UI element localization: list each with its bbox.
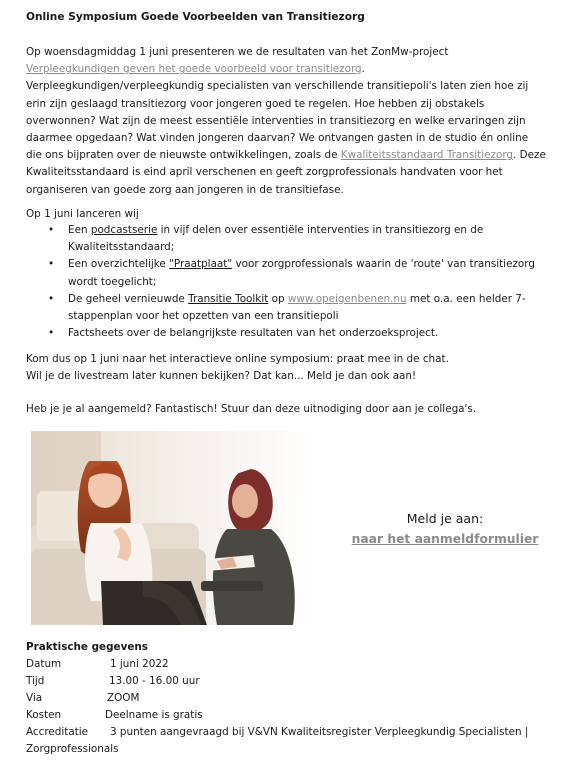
opeigenbenen-link[interactable]: www.opeigenbenen.nu — [287, 292, 407, 305]
launch-intro: Op 1 juni lanceren wij — [26, 208, 139, 220]
list-item: • Factsheets over de belangrijkste resultaten van het onderzoeksproject. — [26, 325, 556, 342]
event-photo — [31, 431, 318, 625]
practical-value: 1 juni 2022 — [110, 658, 169, 670]
intro-line: overwonnen? Wat zijn de meest essentiële interventies in transitiezorg en welke ervaringen zijn — [26, 114, 526, 127]
practical-title: Praktische gegevens — [26, 641, 148, 653]
practical-row — [26, 724, 528, 741]
podcastserie-link[interactable]: podcastserie — [90, 224, 158, 236]
practical-row-continued: Zorgprofessionals — [26, 743, 119, 755]
praatplaat-link[interactable]: "Praatplaat" — [169, 258, 233, 271]
forward-invitation-text: Heb je je al aangemeld? Fantastisch! Stuur dan deze uitnodiging door aan je collega's. — [26, 403, 477, 415]
closing-paragraph — [26, 351, 556, 385]
practical-value: 3 punten aangevraagd bij V&VN Kwaliteitsregister Verpleegkundig Specialisten | — [110, 726, 529, 738]
intro-line: Kwaliteitsstandaard is eind april verschenen en geeft zorgprofessionals handvaten voor het — [26, 166, 503, 179]
intro-line: Verpleegkundigen/verpleegkundig specialisten van verschillende transitiepoli's laten zien hoe zij — [26, 80, 529, 93]
practical-row — [26, 673, 200, 690]
list-item: • Een overzichtelijke "Praatplaat" voor zorgprofessionals waarin de 'route' van transitiezorg wordt toegelicht; — [48, 258, 535, 288]
document-title: Online Symposium Goede Voorbeelden van Transitiezorg — [26, 11, 365, 23]
list-item: • Een podcastserie in vijf delen over essentiële interventies in transitiezorg en de Kwaliteitsstandaard; — [48, 224, 484, 254]
practical-label: Via — [26, 692, 43, 704]
bullet-icon: • — [48, 327, 55, 340]
registration-form-link[interactable]: naar het aanmeldformulier — [351, 532, 539, 546]
practical-row — [26, 707, 203, 724]
practical-row — [26, 656, 169, 673]
closing-line: Kom dus op 1 juni naar het interactieve online symposium: praat mee in de chat. — [26, 353, 449, 365]
practical-value: 13.00 - 16.00 uur — [109, 675, 200, 687]
registration-cta — [345, 511, 545, 546]
intro-paragraph — [26, 44, 556, 199]
kwaliteitsstandaard-link[interactable]: Kwaliteitsstandaard Transitiezorg — [340, 149, 514, 162]
launch-list — [26, 222, 556, 342]
practical-label: Tijd — [26, 675, 45, 687]
practical-row — [26, 690, 139, 707]
bullet-icon: • — [48, 258, 55, 271]
practical-label: Datum — [26, 658, 62, 670]
consultation-photo-illustration — [31, 431, 318, 625]
bullet-icon: • — [48, 224, 55, 236]
practical-label: Kosten — [26, 709, 62, 721]
practical-value: ZOOM — [107, 692, 140, 704]
transitie-toolkit-link[interactable]: Transitie Toolkit — [188, 292, 269, 305]
intro-line: erin zijn geslaagd transitiezorg voor jongeren goed te regelen. Hoe hebben zij obstakels — [26, 97, 485, 110]
project-link[interactable]: Verpleegkundigen geven het goede voorbeeld voor transitiezorg — [26, 63, 362, 76]
intro-line: daarmee opgedaan? Wat vinden jongeren daarvan? We ontvangen gasten in de studio én online — [26, 132, 529, 145]
practical-value: Deelname is gratis — [105, 709, 203, 721]
practical-label: Accreditatie — [26, 726, 89, 738]
bullet-icon: • — [48, 292, 55, 305]
intro-line: organiseren van goede zorg aan jongeren in de transitiefase. — [26, 183, 344, 196]
intro-line: Op woensdagmiddag 1 juni presenteren we de resultaten van het ZonMw-project — [26, 46, 449, 58]
intro-line: Verpleegkundigen geven het goede voorbeeld voor transitiezorg. — [26, 63, 365, 76]
closing-line: Wil je de livestream later kunnen bekijken? Dat kan... Meld je dan ook aan! — [26, 370, 417, 383]
intro-line: die ons bijpraten over de nieuwste ontwikkelingen, zoals de Kwaliteitsstandaard Transitiezorg. Deze — [26, 149, 546, 162]
list-item: • De geheel vernieuwde Transitie Toolkit op www.opeigenbenen.nu met o.a. een helder 7- stappenplan voor het opzetten van een transitiepoli — [48, 292, 526, 323]
register-label: Meld je aan: — [406, 511, 484, 526]
